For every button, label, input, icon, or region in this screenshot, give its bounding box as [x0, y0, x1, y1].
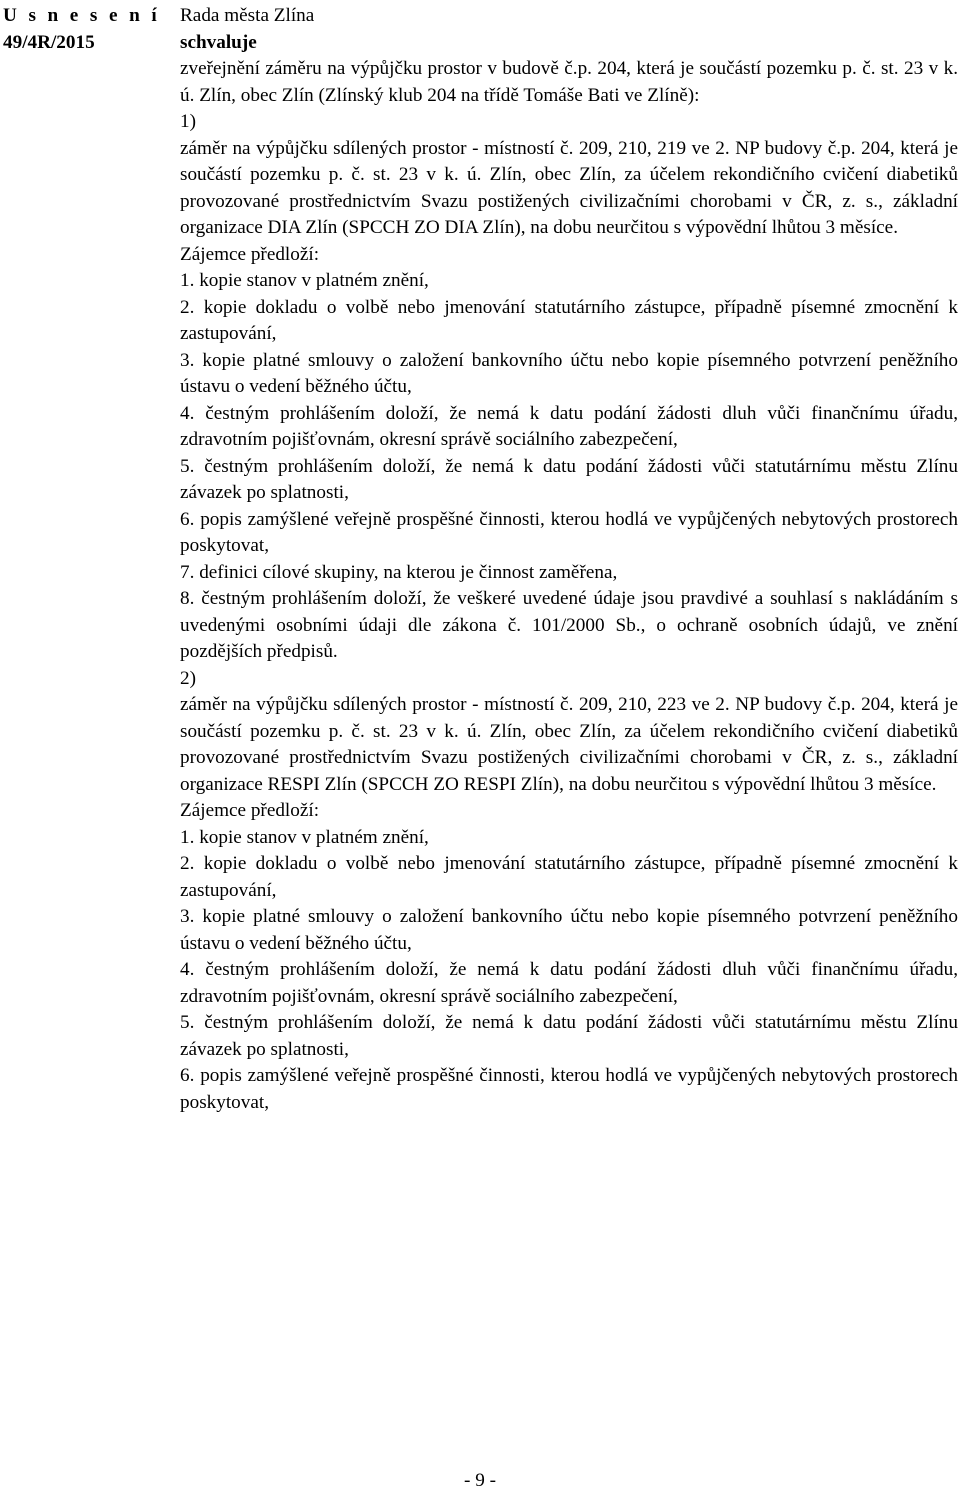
resolution-number: 49/4R/2015	[3, 31, 95, 53]
list-item: 6. popis zamýšlené veřejně prospěšné činnosti, kterou hodlá ve vypůjčených nebytových prostorech poskytovat,	[180, 1065, 958, 1113]
resolution-verb: schvaluje	[180, 31, 257, 53]
council-name: Rada města Zlína	[180, 5, 315, 26]
section-2-text: záměr na výpůjčku sdílených prostor - místností č. 209, 210, 223 ve 2. NP budovy č.p. 204, která je součástí pozemku p. č. st. 23 v k. ú. Zlín, obec Zlín, za účelem rekondičního cvičení diabetiků provozované prostřednictvím Svazu postižených civilizačními chorobami v ČR, z. s., základní organizace RESPI Zlín (SPCCH ZO RESPI Zlín), na dobu neurčitou s výpovědní lhůtou 3 měsíce.	[180, 694, 958, 795]
page-number: - 9 -	[464, 1470, 496, 1491]
section-1-number: 1)	[180, 111, 196, 132]
section-2-heading: Zájemce předloží:	[180, 800, 320, 821]
list-item: 3. kopie platné smlouvy o založení bankovního účtu nebo kopie písemného potvrzení peněžního ústavu o vedení běžného účtu,	[180, 906, 958, 954]
list-item: 5. čestným prohlášením doloží, že nemá k datu podání žádosti vůči statutárnímu městu Zlínu závazek po splatnosti,	[180, 455, 958, 503]
resolution-sidebar	[3, 3, 175, 56]
list-item: 1. kopie stanov v platném znění,	[180, 826, 429, 848]
list-item: 3. kopie platné smlouvy o založení bankovního účtu nebo kopie písemného potvrzení peněžního ústavu o vedení běžného účtu,	[180, 349, 958, 397]
list-item: 2. kopie dokladu o volbě nebo jmenování statutárního zástupce, případně písemné zmocnění k zastupování,	[180, 853, 958, 901]
intro-paragraph: zveřejnění záměru na výpůjčku prostor v budově č.p. 204, která je součástí pozemku p. č. st. 23 v k. ú. Zlín, obec Zlín (Zlínský klub 204 na třídě Tomáše Bati ve Zlíně):	[180, 58, 958, 106]
section-2-number: 2)	[180, 667, 196, 689]
section-1-text: záměr na výpůjčku sdílených prostor - místností č. 209, 210, 219 ve 2. NP budovy č.p. 204, která je součástí pozemku p. č. st. 23 v k. ú. Zlín, obec Zlín, za účelem rekondičního cvičení diabetiků provozované prostřednictvím Svazu postižených civilizačními chorobami v ČR, z. s., základní organizace DIA Zlín (SPCCH ZO DIA Zlín), na dobu neurčitou s výpovědní lhůtou 3 měsíce.	[180, 137, 958, 238]
list-item: 4. čestným prohlášením doloží, že nemá k datu podání žádosti dluh vůči finančnímu úřadu, zdravotním pojišťovnám, okresní správě sociálního zabezpečení,	[180, 959, 958, 1007]
section-1-heading: Zájemce předloží:	[180, 243, 320, 265]
list-item: 1. kopie stanov v platném znění,	[180, 270, 429, 291]
list-item: 6. popis zamýšlené veřejně prospěšné činnosti, kterou hodlá ve vypůjčených nebytových prostorech poskytovat,	[180, 508, 958, 556]
list-item: 7. definici cílové skupiny, na kterou je činnost zaměřena,	[180, 561, 618, 583]
resolution-body	[180, 3, 958, 1116]
list-item: 4. čestným prohlášením doloží, že nemá k datu podání žádosti dluh vůči finančnímu úřadu, zdravotním pojišťovnám, okresní správě sociálního zabezpečení,	[180, 402, 958, 450]
resolution-label: U s n e s e n í	[3, 5, 161, 26]
list-item: 5. čestným prohlášením doloží, že nemá k datu podání žádosti vůči statutárnímu městu Zlínu závazek po splatnosti,	[180, 1012, 958, 1060]
list-item: 2. kopie dokladu o volbě nebo jmenování statutárního zástupce, případně písemné zmocnění k zastupování,	[180, 296, 958, 344]
list-item: 8. čestným prohlášením doloží, že veškeré uvedené údaje jsou pravdivé a souhlasí s nakládáním s uvedenými osobními údaji dle zákona č. 101/2000 Sb., o ochraně osobních údajů, ve znění pozdějších předpisů.	[180, 588, 958, 662]
